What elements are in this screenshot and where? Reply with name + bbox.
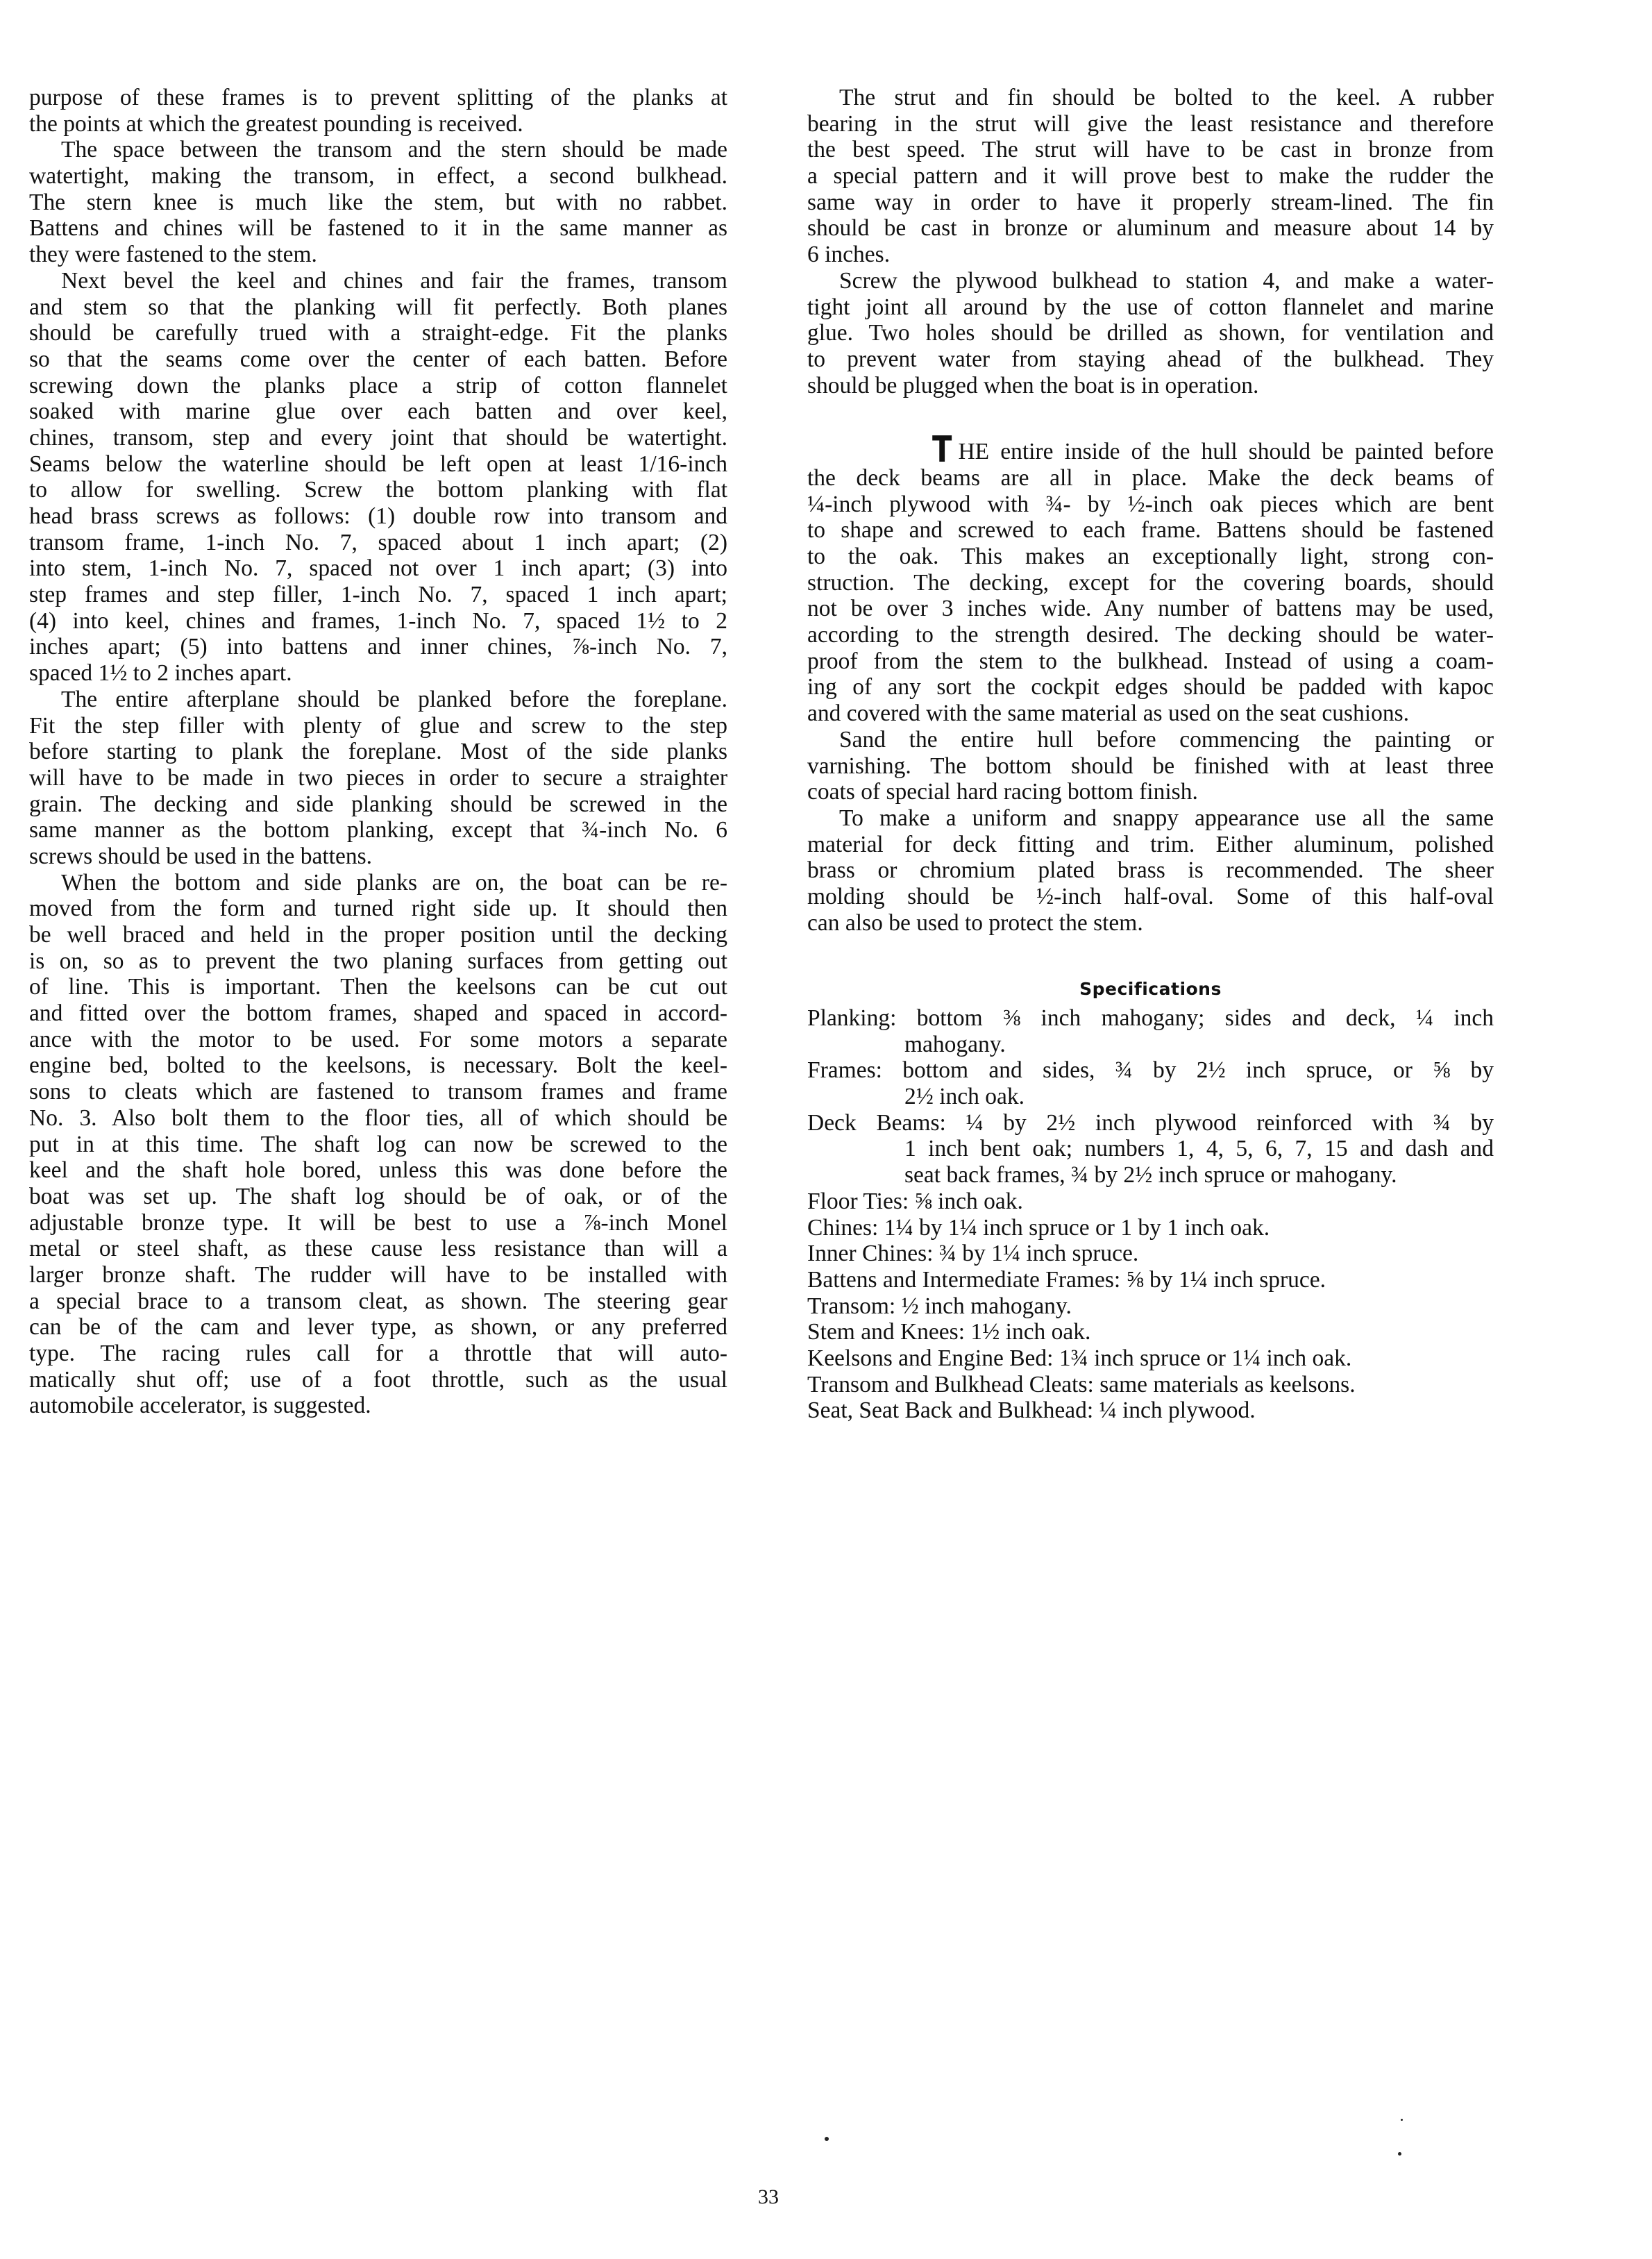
text-line: before starting to plank the foreplane. Most of the side planks <box>29 739 727 765</box>
text-line: same manner as the bottom planking, except that ¾-inch No. 6 <box>29 817 727 843</box>
text-line: be well braced and held in the proper position until the decking <box>29 922 727 948</box>
scan-speck <box>1398 2152 1401 2156</box>
scan-speck <box>1401 2119 1403 2121</box>
text-line: The entire afterplane should be planked before the foreplane. <box>61 686 727 712</box>
text-line: Fit the step filler with plenty of glue and screw to the step <box>29 712 727 739</box>
paragraph <box>29 85 727 137</box>
paragraph <box>807 268 1494 398</box>
text-line: to prevent water from staying ahead of the bulkhead. They <box>807 346 1494 372</box>
spec-item <box>807 1372 1494 1398</box>
paragraph <box>29 687 727 870</box>
text-line: type. The racing rules call for a throttle that will auto- <box>29 1341 727 1366</box>
spec-line: Chines: 1¼ by 1¼ inch spruce or 1 by 1 inch oak. <box>807 1214 1270 1241</box>
text-line: to the oak. This makes an exceptionally light, strong con- <box>807 544 1494 569</box>
text-line: into stem, 1-inch No. 7, spaced not over 1 inch apart; (3) into <box>29 555 727 582</box>
spec-line: Floor Ties: ⅝ inch oak. <box>807 1188 1023 1214</box>
text-line: a special pattern and it will prove best to make the rudder the <box>807 163 1494 190</box>
text-line: engine bed, bolted to the keelsons, is necessary. Bolt the keel- <box>29 1052 727 1079</box>
text-line: watertight, making the transom, in effect, a second bulkhead. <box>29 163 727 190</box>
drop-cap: T <box>932 429 952 471</box>
text-line: Next bevel the keel and chines and fair the frames, transom <box>61 267 727 294</box>
text-line: The stern knee is much like the stem, but with no rabbet. <box>29 189 727 215</box>
paragraph <box>29 137 727 267</box>
right-column <box>807 85 1494 1424</box>
text-line: struction. The decking, except for the covering boards, should <box>807 569 1494 596</box>
spec-item <box>807 1267 1494 1293</box>
text-line: screws should be used in the battens. <box>29 843 373 869</box>
text-line: tight joint all around by the use of cotton flannelet and marine <box>807 294 1494 320</box>
text-line: to allow for swelling. Screw the bottom planking with flat <box>29 477 727 503</box>
spec-line: Seat, Seat Back and Bulkhead: ¼ inch plywood. <box>807 1397 1256 1424</box>
text-line: Screw the plywood bulkhead to station 4, and make a water- <box>839 267 1494 294</box>
spec-item <box>807 1293 1494 1320</box>
paragraph <box>807 727 1494 805</box>
spec-item <box>807 1110 1494 1189</box>
paragraph <box>807 465 1494 727</box>
paragraph <box>29 870 727 1419</box>
text-line: put in at this time. The shaft log can now be screwed to the <box>29 1131 727 1157</box>
text-line: automobile accelerator, is suggested. <box>29 1393 371 1419</box>
paragraph <box>29 268 727 687</box>
spec-line: Transom: ½ inch mahogany. <box>807 1293 1072 1319</box>
text-line: spaced 1½ to 2 inches apart. <box>29 660 292 687</box>
text-line: will have to be made in two pieces in order to secure a straighter <box>29 764 727 791</box>
text-line: screwing down the planks place a strip of cotton flannelet <box>29 372 727 398</box>
text-line: The strut and fin should be bolted to the keel. A rubber <box>839 85 1494 110</box>
text-line: can also be used to protect the stem. <box>807 909 1143 936</box>
finishing-section <box>807 429 1494 936</box>
text-line: step frames and step filler, 1-inch No. 7, spaced 1 inch apart; <box>29 582 727 608</box>
text-line: and stem so that the planking will fit perfectly. Both planes <box>29 294 727 320</box>
text-line: not be over 3 inches wide. Any number of battens may be used, <box>807 596 1494 622</box>
text-line: Sand the entire hull before commencing the painting or <box>839 726 1494 753</box>
specifications-list <box>807 1005 1494 1424</box>
text-line: they were fastened to the stem. <box>29 242 317 268</box>
left-column <box>29 85 727 1419</box>
section-first-line <box>807 429 1494 471</box>
text-line: and fitted over the bottom frames, shaped and spaced in accord- <box>29 1000 727 1027</box>
text-line: chines, transom, step and every joint that should be watertight. <box>29 424 727 451</box>
page-number: 33 <box>758 2185 779 2208</box>
text-line: bearing in the strut will give the least resistance and therefore <box>807 110 1494 137</box>
text-line: ance with the motor to be used. For some motors a separate <box>29 1026 727 1052</box>
text-line: and covered with the same material as used on the seat cushions. <box>807 700 1410 727</box>
text-line: molding should be ½-inch half-oval. Some of this half-oval <box>807 883 1494 909</box>
text-line: ¼-inch plywood with ¾- by ½-inch oak pieces which are bent <box>807 491 1494 517</box>
text-line: glue. Two holes should be drilled as shown, for ventilation and <box>807 320 1494 346</box>
text-line: ing of any sort the cockpit edges should be padded with kapoc <box>807 674 1494 700</box>
text-line: varnishing. The bottom should be finished with at least three <box>807 753 1494 779</box>
text-line: brass or chromium plated brass is recommended. The sheer <box>807 857 1494 884</box>
text-line: a special brace to a transom cleat, as shown. The steering gear <box>29 1288 727 1314</box>
spec-item <box>807 1215 1494 1241</box>
text-line: When the bottom and side planks are on, the boat can be re- <box>61 869 727 896</box>
text-line: same way in order to have it properly stream-lined. The fin <box>807 189 1494 215</box>
text-line: boat was set up. The shaft log should be of oak, or of the <box>29 1183 727 1209</box>
spec-item <box>807 1397 1494 1424</box>
text-line: is on, so as to prevent the two planing surfaces from getting out <box>29 948 727 974</box>
spec-line: Inner Chines: ¾ by 1¼ inch spruce. <box>807 1241 1139 1267</box>
scan-speck <box>825 2137 829 2141</box>
text-line: (4) into keel, chines and frames, 1-inch No. 7, spaced 1½ to 2 <box>29 607 727 634</box>
specifications-heading: Specifications <box>1079 979 1222 1000</box>
text-line: matically shut off; use of a foot throttle, such as the usual <box>29 1366 727 1393</box>
text-line: so that the seams come over the center of each batten. Before <box>29 346 727 372</box>
text-line: To make a uniform and snappy appearance use all the same <box>839 805 1494 831</box>
text-line: material for deck fitting and trim. Either aluminum, polished <box>807 831 1494 857</box>
text-line: to shape and screwed to each frame. Battens should be fastened <box>807 517 1494 544</box>
text-line: the best speed. The strut will have to be cast in bronze from <box>807 137 1494 163</box>
text-line: should be carefully trued with a straight-edge. Fit the planks <box>29 320 727 346</box>
text-line: inches apart; (5) into battens and inner chines, ⅞-inch No. 7, <box>29 634 727 660</box>
text-line: metal or steel shaft, as these cause less resistance than will a <box>29 1236 727 1262</box>
spec-continuation-line: 1 inch bent oak; numbers 1, 4, 5, 6, 7, 15 and dash and <box>904 1136 1494 1162</box>
spec-item <box>807 1241 1494 1267</box>
spec-line: Planking: bottom ⅜ inch mahogany; sides and deck, ¼ inch <box>807 1005 1494 1032</box>
paragraph <box>807 85 1494 268</box>
text-line: coats of special hard racing bottom finish. <box>807 779 1198 805</box>
text-line: adjustable bronze type. It will be best to use a ⅞-inch Monel <box>29 1209 727 1236</box>
text-line: proof from the stem to the bulkhead. Instead of using a coam- <box>807 648 1494 674</box>
spec-line: Transom and Bulkhead Cleats: same materials as keelsons. <box>807 1371 1356 1397</box>
spec-continuation-line: seat back frames, ¾ by 2½ inch spruce or mahogany. <box>904 1162 1397 1189</box>
text-line: the points at which the greatest pounding is received. <box>29 110 523 137</box>
text-line: head brass screws as follows: (1) double row into transom and <box>29 503 727 529</box>
text-line: keel and the shaft hole bored, unless this was done before the <box>29 1157 727 1184</box>
spec-continuation-line: 2½ inch oak. <box>904 1084 1025 1110</box>
spec-item <box>807 1005 1494 1057</box>
text-line: grain. The decking and side planking should be screwed in the <box>29 791 727 817</box>
text-line: of line. This is important. Then the keelsons can be cut out <box>29 974 727 1000</box>
spec-line: Deck Beams: ¼ by 2½ inch plywood reinforced with ¾ by <box>807 1109 1494 1136</box>
spec-item <box>807 1319 1494 1345</box>
text-line: can be of the cam and lever type, as shown, or any preferred <box>29 1314 727 1341</box>
right-column-intro <box>807 85 1494 398</box>
text-line: sons to cleats which are fastened to transom frames and frame <box>29 1079 727 1105</box>
text-line: soaked with marine glue over each batten and over keel, <box>29 398 727 425</box>
section-break <box>807 398 1494 439</box>
spec-continuation-line: mahogany. <box>904 1031 1006 1057</box>
spec-line: Frames: bottom and sides, ¾ by 2½ inch spruce, or ⅝ by <box>807 1057 1494 1084</box>
spec-line: Keelsons and Engine Bed: 1¾ inch spruce or 1¼ inch oak. <box>807 1345 1352 1371</box>
spec-line: Stem and Knees: 1½ inch oak. <box>807 1319 1091 1345</box>
spec-item <box>807 1345 1494 1372</box>
spec-line: Battens and Intermediate Frames: ⅝ by 1¼ inch spruce. <box>807 1266 1326 1293</box>
text-line: Battens and chines will be fastened to it in the same manner as <box>29 215 727 242</box>
text-line: 6 inches. <box>807 242 891 268</box>
text-line: should be cast in bronze or aluminum and measure about 14 by <box>807 215 1494 242</box>
text-line: larger bronze shaft. The rudder will have to be installed with <box>29 1261 727 1288</box>
text-line: Seams below the waterline should be left open at least 1/16-inch <box>29 451 727 477</box>
text-line: should be plugged when the boat is in operation. <box>807 372 1259 398</box>
first-line-text: HE entire inside of the hull should be painted before <box>958 439 1494 465</box>
spec-item <box>807 1057 1494 1109</box>
text-line: The space between the transom and the stern should be made <box>61 137 727 163</box>
text-line: purpose of these frames is to prevent splitting of the planks at <box>29 85 727 110</box>
text-line: the deck beams are all in place. Make the deck beams of <box>807 464 1494 491</box>
paragraph <box>807 805 1494 936</box>
text-line: moved from the form and turned right side up. It should then <box>29 896 727 922</box>
text-line: according to the strength desired. The decking should be water- <box>807 622 1494 648</box>
text-line: transom frame, 1-inch No. 7, spaced about 1 inch apart; (2) <box>29 529 727 555</box>
spec-item <box>807 1189 1494 1215</box>
text-line: No. 3. Also bolt them to the floor ties, all of which should be <box>29 1105 727 1131</box>
